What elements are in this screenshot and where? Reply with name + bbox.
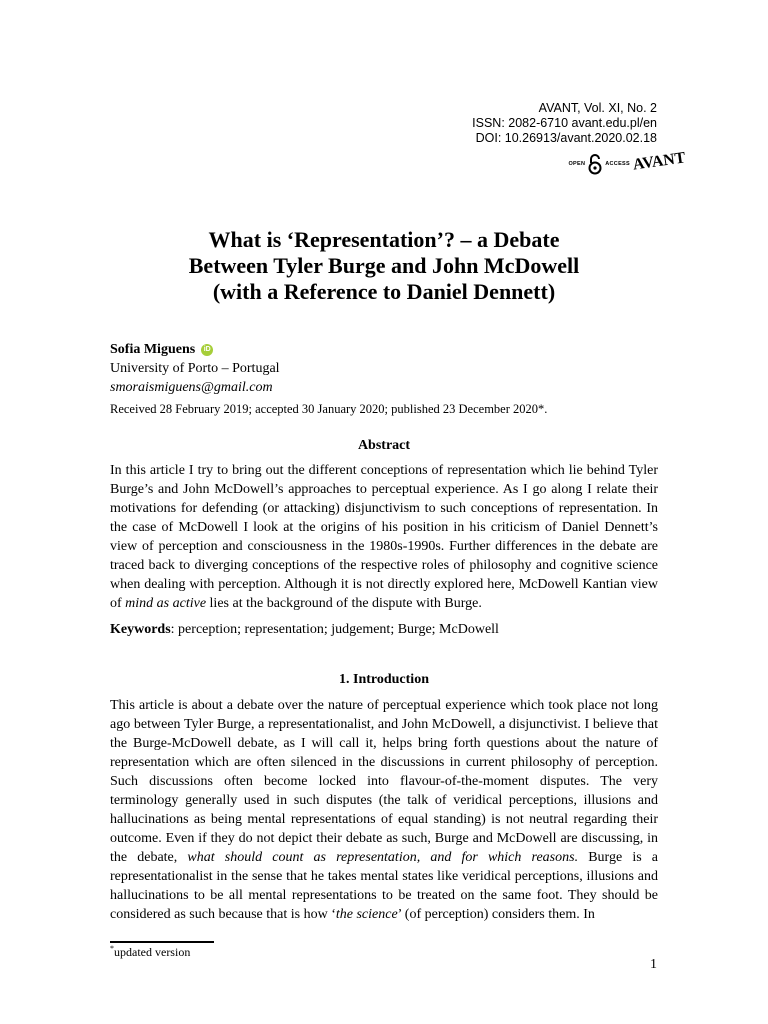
avant-logo-mark: AVANT bbox=[631, 149, 687, 174]
abstract-italic: mind as active bbox=[125, 596, 207, 611]
author-name-row bbox=[110, 340, 280, 359]
oa-access-label: ACCESS bbox=[605, 161, 630, 167]
page-number: 1 bbox=[650, 957, 657, 972]
abstract-heading: Abstract bbox=[357, 438, 411, 453]
abstract-text-end: lies at the background of the dispute with Burge. bbox=[209, 596, 482, 611]
author-name: Sofia Miguens bbox=[110, 342, 196, 357]
footnote-divider bbox=[110, 941, 214, 943]
intro-italic-2: the science bbox=[335, 907, 398, 922]
journal-issn: ISSN: 2082-6710 avant.edu.pl/en bbox=[472, 116, 657, 130]
footnote bbox=[110, 944, 190, 960]
oa-open-label: OPEN bbox=[568, 161, 586, 167]
orcid-icon[interactable]: iD bbox=[201, 344, 213, 356]
introduction-paragraph bbox=[110, 696, 658, 924]
journal-volume: AVANT, Vol. XI, No. 2 bbox=[538, 101, 657, 115]
keywords-text: : perception; representation; judgement; Burge; McDowell bbox=[170, 622, 499, 637]
keywords bbox=[110, 620, 658, 639]
footnote-mark: * bbox=[110, 944, 114, 953]
paper-title bbox=[110, 227, 658, 305]
abstract-paragraph bbox=[110, 461, 658, 613]
title-line-2: Between Tyler Burge and John McDowell bbox=[188, 253, 580, 278]
abstract-text: In this article I try to bring out the different conceptions of representation which lie behind Tyler Burge’s and John McDowell’s approaches to perceptual experience. As I go along I relate their motivations for defending (or attacking) disjunctivism to such conceptions of representation. In the case of McDowell I look at the origins of his position in his criticism of Daniel Dennett’s view of perception and consciousness in the 1980s-1990s. Further differences in the debate are traced back to diverging conceptions of the respective roles of philosophy and cognitive science when dealing with perception. Although it is not directly explored here, McDowell Kantian view of bbox=[110, 463, 658, 611]
journal-doi: DOI: 10.26913/avant.2020.02.18 bbox=[475, 131, 657, 145]
open-access-lock-icon bbox=[588, 153, 602, 175]
footnote-text: updated version bbox=[114, 945, 191, 959]
journal-header bbox=[472, 101, 657, 146]
author-block bbox=[110, 340, 280, 397]
open-access-logo bbox=[568, 148, 687, 180]
intro-text-1: This article is about a debate over the nature of perceptual experience which took place not long ago between Tyler Burge, a representationalist, and John McDowell, a disjunctivist. I believe that the Burge-McDowell debate, as I will call it, helps bring forth questions about the nature of representation which are often silenced in the discussions in current philosophy of perception. Such discussions often become locked into flavour-of-the-moment disputes. The very terminology generally used in such disputes (the talk of veridical perceptions, illusions and hallucinations as being mental representations of equal standing) is not neutral regarding their outcome. Even if they do not depict their debate as such, Burge and McDowell are discussing, in the debate, bbox=[110, 698, 658, 865]
section-heading-introduction: 1. Introduction bbox=[339, 672, 429, 687]
intro-text-3: ’ (of perception) considers them. In bbox=[397, 907, 595, 922]
intro-text-2: Burge is a representationalist in the sense that he takes mental states like veridical perceptions, illusions and hallucinations to be all mental representations to be treated on the same foot. They should be considered as such because that is how ‘ bbox=[110, 850, 659, 922]
keywords-label: Keywords bbox=[110, 622, 171, 637]
author-email[interactable]: smoraismiguens@gmail.com bbox=[110, 380, 273, 395]
intro-italic-1: what should count as representation, and for which reasons. bbox=[187, 850, 579, 865]
title-line-3: (with a Reference to Daniel Dennett) bbox=[212, 279, 556, 304]
author-affiliation: University of Porto – Portugal bbox=[110, 361, 280, 376]
title-line-1: What is ‘Representation’? – a Debate bbox=[208, 227, 560, 252]
received-dates: Received 28 February 2019; accepted 30 January 2020; published 23 December 2020*. bbox=[110, 402, 548, 416]
